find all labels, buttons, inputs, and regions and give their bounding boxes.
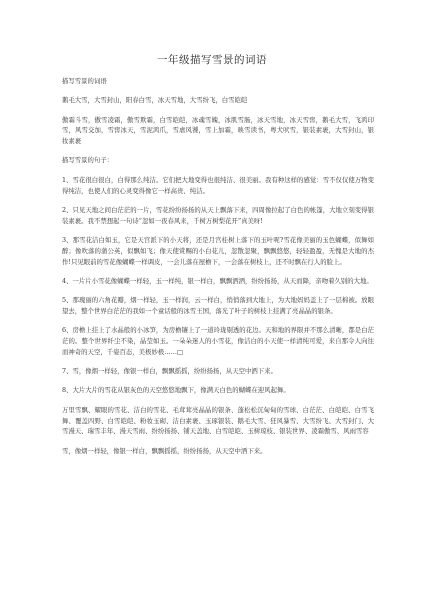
document-body (62, 76, 374, 465)
sentence-2: 2、只见天地之间白茫茫的一片，雪花纷纷扬扬的从天上飘落下来，四周像拉起了白色的帐篷，大地立刻变得银装素裹。我不禁想起一句诗“忽如一夜春风来，千树万树梨花开”真美呀! (62, 205, 374, 225)
sentence-1: 1、雪花很白很白，白得那么纯洁。它们把大地变得也很纯洁、很美丽。我有种这样的感觉：雪不仅仅使万物变得纯洁，也使人们的心灵变得像它一样高贵、纯洁。 (62, 175, 374, 195)
word-list-paragraph: 万里雪飘、耀眼的雪花、洁白的雪花、毛茸茸亮晶晶的银条、蓬松松沉甸甸的雪球、白茫茫、白皑皑、白雪飞舞、覆盖四野、白雪皑皑、粉妆玉砌、洁白素裹、玉琢银装、鹅毛大雪、狂风暴雪、大雪纷飞、大雪封门、大雪漫天、瑞雪丰年、漫天雪雨、纷纷扬扬、铺天盖地、白雪皑皑、玉树琼枝、银装世界、凌霜傲雪、风雨雪容 (62, 405, 374, 436)
sentence-4: 4、一片片小雪花像蝴蝶一样轻，玉一样纯，银一样白，飘飘洒洒，纷纷扬扬，从天而降，亲吻着久别的大地。 (62, 276, 373, 285)
document-title: 一年级描写雪景的词语 (157, 54, 267, 66)
sentence-5: 5、那瑰丽的六角花瓣，烟一样轻，玉一样润，云一样白，悄悄落到大地上，为大地妈妈盖上了一层棉被。放眼望去，整个世界白茫茫的我如一个童话般的冰雪王国，落光了叶子的树枝上挂满了亮晶晶的银条。 (62, 296, 374, 315)
closing-sentence: 雪，像烟一样轻，像银一样白，飘飘摇摇，纷纷扬扬，从天空中洒下来。 (62, 446, 267, 455)
paragraph-words: 鹅毛大雪，大雪封山，阳春白雪，冰天雪地，大雪纷飞，白雪皑皑 (62, 96, 248, 105)
sentence-6: 6、房檐上挂上了水晶般的小冰笋，为房檐镶上了一道玲珑剔透的花边。天和地的界限并不那么清晰，都是白茫茫的。整个世界纤尘不染，晶莹如玉。一朵朵迷人的小雪花，像洁白的小天使一样清纯可爱，来自那令人向往而神奇的天空，千姿百态，美极妙极……□ (62, 326, 374, 356)
sentence-7: 7、雪，像烟一样轻，像银一样白，飘飘摇摇，纷纷扬扬，从天空中洒下来。 (62, 367, 277, 376)
section-heading-sentences: 描写雪景的句子： (62, 156, 114, 165)
paragraph-words-2: 傲霜斗雪，傲雪凌霜，傲雪欺霜，白雪皑皑，冰魂雪魄，冰肌雪肠，冰天雪地，冰天雪窖，鹅毛大雪，飞鸿印雪，风雪交加，雪窖冰天，雪泥鸿爪，雪虐风饕，雪上加霜，映雪读书，粤犬吠雪，银装素裹，大雪封山，银妆素裹 (62, 115, 374, 146)
sentence-3: 3、那雪花洁白如玉，它是天宫派下的小天将，还是月宫桂树上落下的玉叶呢?雪花像美丽的玉色蝴蝶，似舞如醉；像吹落的蒲公英，似飘如飞；像天使赏赐的小白花儿，忽散忽聚，飘飘悠悠，轻轻盈盈，无愧是大地的杰作!只见眼前的雪花像蝴蝶一样调皮，一会儿落在屋檐下，一会落在树枝上，还不时飘在行人的脸上。 (62, 235, 374, 266)
sentence-8: 8、大片大片的雪花从银灰色的天空悠悠地飘下，像满天白色的蝴蝶在迎风起舞。 (62, 386, 290, 395)
section-heading-words: 描写雪景的词语 (62, 77, 107, 85)
